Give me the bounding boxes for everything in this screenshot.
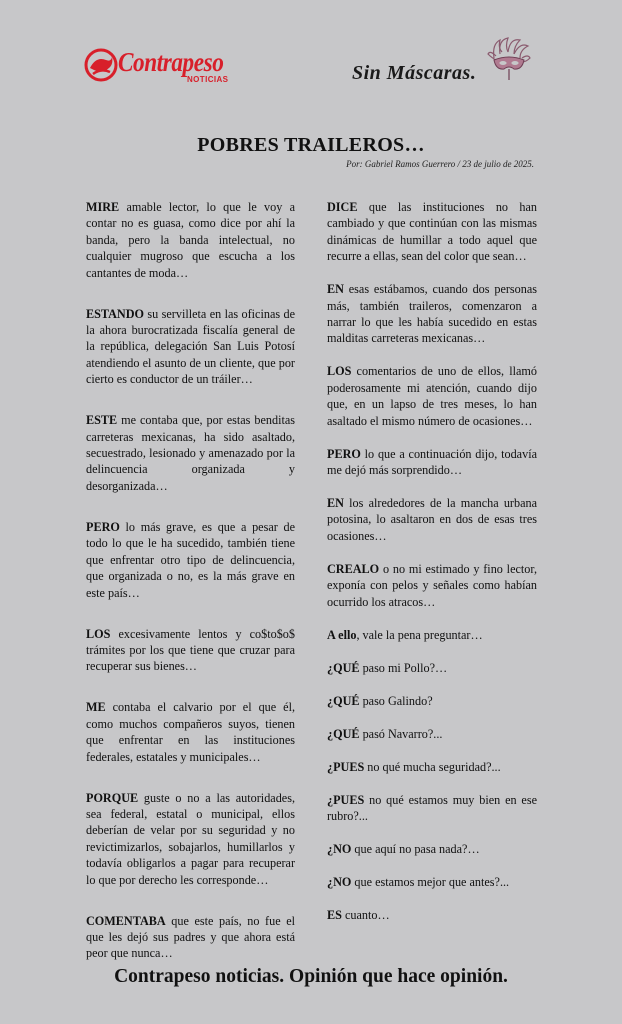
left-column bbox=[86, 199, 295, 986]
article-paragraph bbox=[327, 907, 537, 923]
article-paragraph bbox=[86, 306, 295, 388]
paragraph-text: lo que a continuación dijo, todavía me dejó más sorprendido… bbox=[327, 446, 537, 478]
article-title: POBRES TRAILEROS… bbox=[197, 134, 425, 156]
paragraph-text: que estamos mejor que antes?... bbox=[351, 875, 510, 890]
paragraph-text: que aquí no pasa nada?… bbox=[351, 842, 480, 857]
article-paragraph bbox=[86, 626, 295, 675]
paragraph-lead: ¿QUÉ bbox=[327, 660, 360, 675]
article-paragraph bbox=[86, 699, 295, 765]
paragraph-text: , vale la pena preguntar… bbox=[356, 627, 483, 642]
paragraph-text: que este país, no fue el que les dejó sus padres y que ahora está peor que nunca… bbox=[86, 913, 295, 961]
paragraph-lead: ¿QUÉ bbox=[327, 726, 360, 741]
paragraph-lead: ¿PUES bbox=[327, 759, 365, 774]
article-paragraph bbox=[327, 363, 537, 429]
article-paragraph bbox=[327, 199, 537, 265]
paragraph-text: paso Galindo? bbox=[359, 693, 433, 708]
article-paragraph bbox=[86, 199, 295, 281]
paragraph-lead: ¿QUÉ bbox=[327, 693, 360, 708]
paragraph-text: su servilleta en las oficinas de la ahora burocratizada fiscalía general de la república, delegación San Luis Potosí atendiendo el asunto de un cliente, que por cierto es conductor de un tráiler… bbox=[86, 306, 295, 387]
paragraph-lead: ¿PUES bbox=[327, 792, 365, 807]
article-paragraph bbox=[86, 519, 295, 601]
paragraph-lead: MIRE bbox=[86, 200, 120, 214]
article-paragraph bbox=[327, 792, 537, 825]
article-paragraph bbox=[327, 841, 537, 857]
article-paragraph bbox=[86, 790, 295, 888]
contrapeso-logo[interactable] bbox=[84, 46, 244, 86]
paragraph-text: o no mi estimado y fino lector, exponía con pelos y señales como habían ocurrido los atracos… bbox=[327, 561, 537, 609]
article-paragraph bbox=[327, 627, 537, 643]
logo-wordmark: Contrapeso bbox=[118, 47, 224, 77]
paragraph-lead: COMENTABA bbox=[86, 913, 166, 928]
paragraph-text: comentarios de uno de ellos, llamó poderosamente mi atención, cuando dijo que, en un lapso de tres meses, lo han asaltado el mismo número de ocasiones… bbox=[327, 364, 537, 428]
article-byline: Por: Gabriel Ramos Guerrero / 23 de julio de 2025. bbox=[346, 159, 534, 169]
paragraph-text: excesivamente lentos y co$to$o$ trámites por los que tiene que cruzar para recuperar sus bienes… bbox=[86, 626, 295, 674]
article-paragraph bbox=[86, 913, 295, 962]
footer-tagline: Contrapeso noticias. Opinión que hace opinión. bbox=[114, 966, 508, 987]
paragraph-lead: A ello bbox=[327, 627, 357, 642]
paragraph-lead: ES bbox=[327, 908, 342, 923]
paragraph-lead: PERO bbox=[86, 519, 120, 534]
paragraph-lead: ESTE bbox=[86, 413, 118, 428]
paragraph-lead: PERO bbox=[327, 446, 361, 461]
contrapeso-logo-icon bbox=[84, 48, 118, 82]
slogan: Sin Máscaras. bbox=[352, 62, 477, 84]
article-paragraph bbox=[327, 495, 537, 544]
paragraph-text: que las instituciones no han cambiado y que continúan con las mismas dinámicas de humillar a todo aquel que recurre a ellas, sean del color que sean… bbox=[327, 200, 537, 264]
article-paragraph bbox=[327, 759, 537, 775]
paragraph-text: lo más grave, es que a pesar de todo lo que le ha sucedido, también tiene que enfrentar otro tipo de delincuencia, que organizada o no, es la más grave en este país… bbox=[86, 519, 295, 600]
paragraph-lead: LOS bbox=[327, 364, 352, 379]
paragraph-text: pasó Navarro?... bbox=[359, 726, 443, 741]
paragraph-text: los alrededores de la mancha urbana potosina, lo asaltaron en dos de esas tres ocasiones… bbox=[327, 496, 537, 543]
carnival-mask-icon bbox=[484, 36, 534, 82]
article-paragraph bbox=[327, 561, 537, 610]
paragraph-text: no qué estamos muy bien en ese rubro?... bbox=[327, 792, 537, 824]
paragraph-text: guste o no a las autoridades, sea federal, estatal o municipal, ellos deberían de velar por su seguridad y no revictimizarlos, sobajarlos, humillarlos y todavía obligarlos a pagar para recuperar lo que por derecho les corresponde… bbox=[86, 790, 295, 887]
paragraph-lead: DICE bbox=[327, 200, 358, 214]
article-paragraph bbox=[327, 446, 537, 479]
paragraph-text: me contaba que, por estas benditas carreteras mexicanas, ha sido asaltado, secuestrado, lesionado y amenazado por la delincuencia organizada y desorganizada… bbox=[86, 413, 295, 493]
article-paragraph bbox=[327, 874, 537, 890]
paragraph-text: contaba el calvario por el que él, como muchos compañeros suyos, tienen que enfrentar en las instituciones federales, estatales y municipales… bbox=[86, 700, 295, 764]
paragraph-lead: PORQUE bbox=[86, 790, 139, 805]
right-column bbox=[327, 199, 537, 940]
article-paragraph bbox=[327, 281, 537, 347]
paragraph-lead: ME bbox=[86, 700, 106, 715]
article-paragraph bbox=[327, 726, 537, 742]
logo-subtitle: NOTICIAS bbox=[187, 75, 229, 84]
paragraph-text: paso mi Pollo?… bbox=[359, 660, 448, 675]
article-paragraph bbox=[86, 412, 295, 494]
paragraph-lead: EN bbox=[327, 282, 344, 297]
paragraph-text: esas estábamos, cuando dos personas más, también traileros, comenzaron a narrar lo que les había sucedido en estas malditas carreteras mexicanas… bbox=[327, 282, 537, 346]
paragraph-text: no qué mucha seguridad?... bbox=[364, 759, 501, 774]
paragraph-text: cuanto… bbox=[341, 908, 390, 923]
paragraph-lead: ¿NO bbox=[327, 842, 352, 857]
paragraph-lead: CREALO bbox=[327, 561, 380, 576]
paragraph-lead: EN bbox=[327, 496, 344, 511]
paragraph-lead: ¿NO bbox=[327, 875, 352, 890]
paragraph-lead: LOS bbox=[86, 626, 111, 641]
article-paragraph bbox=[327, 693, 537, 709]
article-paragraph bbox=[327, 660, 537, 676]
paragraph-text: amable lector, lo que le voy a contar no es guasa, como dice por ahí la banda, pero la banda intelectual, no cualquier mugroso que escucha a los cantantes de moda… bbox=[86, 200, 295, 280]
paragraph-lead: ESTANDO bbox=[86, 306, 145, 321]
page-header bbox=[0, 0, 622, 120]
